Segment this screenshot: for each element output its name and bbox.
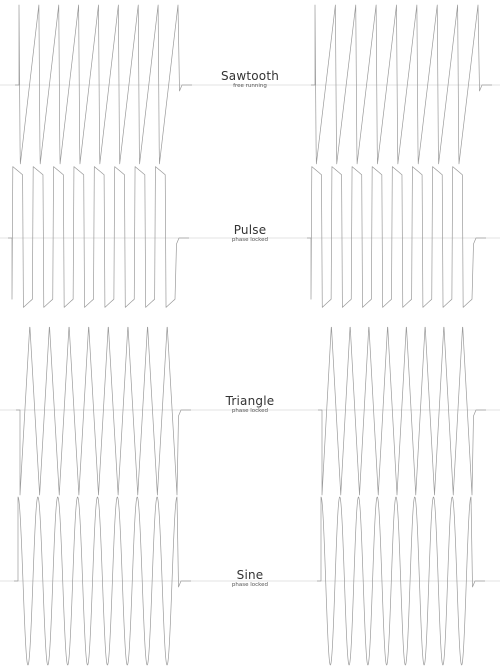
pulse-subtitle: phase locked — [231, 237, 269, 243]
sawtooth-subtitle: free running — [233, 83, 267, 89]
triangle-subtitle: phase locked — [231, 408, 269, 414]
pulse-title: Pulse — [233, 223, 267, 237]
row-label-triangle — [150, 394, 350, 415]
row-label-sine — [150, 568, 350, 589]
row-label-pulse — [150, 223, 350, 244]
sawtooth-title: Sawtooth — [220, 69, 280, 83]
sine-title: Sine — [236, 568, 264, 582]
sine-subtitle: phase locked — [231, 582, 269, 588]
triangle-title: Triangle — [225, 394, 275, 408]
row-label-sawtooth — [150, 69, 350, 90]
